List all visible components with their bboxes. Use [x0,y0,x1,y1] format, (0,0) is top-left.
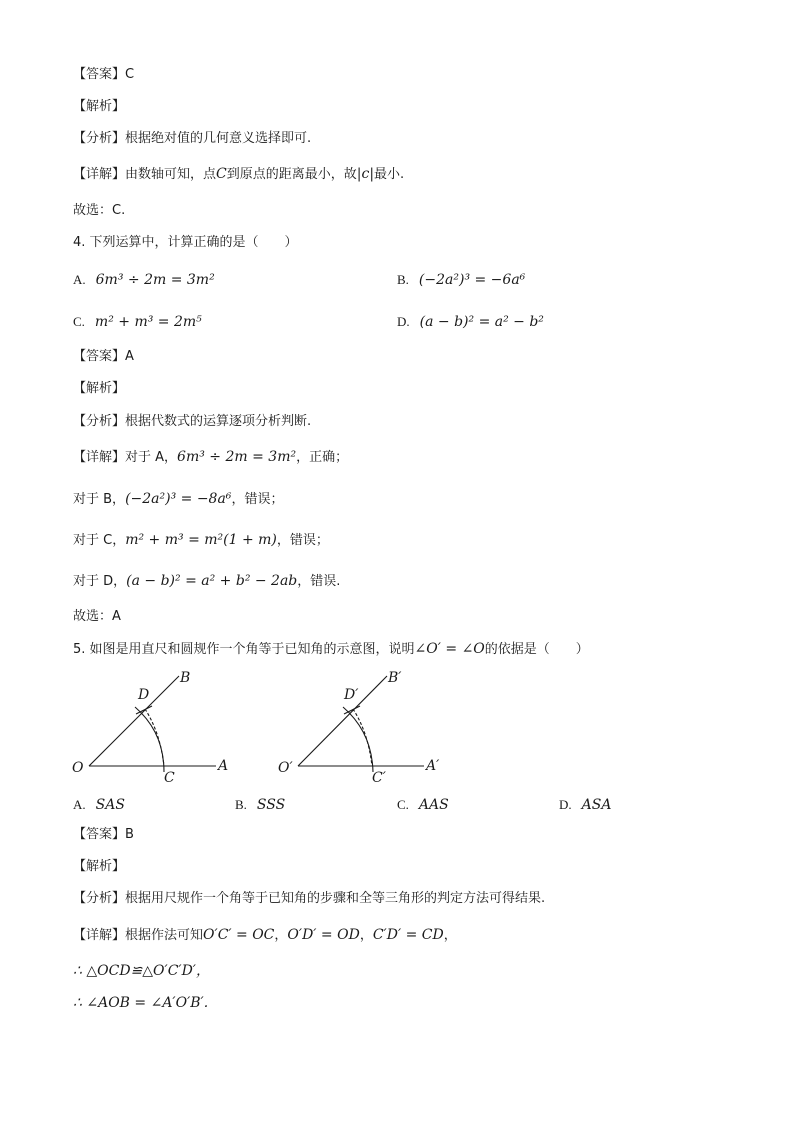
detail-expr: m² + m³ = m²(1 + m) [125,532,277,548]
q4-detail-line-3 [73,531,329,550]
option-expr: SAS [95,797,125,813]
detail-text: 由数轴可知，点 [125,167,217,182]
q4-fenxi-line [73,413,311,431]
option-letter: C. [73,314,85,329]
label-c: C [164,770,175,786]
detail-post: ，错误； [231,492,284,507]
q4-detail-line-1 [73,448,348,467]
option-letter: A. [73,272,86,287]
q5-answer-line [73,826,134,844]
option-letter: C. [397,797,409,812]
sep-2: ， [359,928,373,943]
q4-choose: 故选：A [73,609,121,624]
detail-pre: 对于 B， [73,492,126,507]
option-expr: AAS [418,797,449,813]
detail-text: 根据作法可知 [125,928,204,943]
detail-pre: 对于 D， [73,574,127,589]
detail-tag: 【详解】 [73,167,126,182]
detail-expr-1: O′C′ = OC [203,927,275,943]
option-expr: 6m³ ÷ 2m = 3m² [95,272,215,288]
angle-construction-figure [60,662,460,794]
fenxi-text: 根据用尺规作一个角等于已知角的步骤和全等三角形的判定方法可得结果. [125,891,546,906]
detail-expr: (−2a²)³ = −8a⁶ [125,491,232,507]
q5-fenxi-line [73,890,545,908]
label-o: O [72,760,84,776]
label-a-prime: A′ [426,758,440,774]
option-letter: D. [397,314,410,329]
q5-detail-line [73,926,457,945]
option-expr: (a − b)² = a² − b² [419,314,544,330]
q4-stem: 4. 下列运算中，计算正确的是（ ） [73,235,298,250]
answer-value: C [125,67,135,82]
q4-detail-line-2 [73,490,283,509]
label-a: A [218,758,229,774]
option-letter: B. [397,272,409,287]
option-expr: (−2a²)³ = −6a⁶ [418,272,526,288]
label-d: D [138,687,150,703]
chord-cd [145,709,164,766]
fenxi-text: 根据代数式的运算逐项分析判断. [125,414,312,429]
q4-option-c [73,313,202,332]
sep-1: ， [274,928,288,943]
ray-o1b1 [298,676,387,766]
stem-text: 5. 如图是用直尺和圆规作一个角等于已知角的示意图，说明 [73,642,415,657]
point-c: C [216,166,227,182]
abs-c: |c| [356,166,375,182]
detail-end: 最小. [374,167,405,182]
ray-ob [89,676,179,766]
answer-tag: 【答案】 [73,67,126,82]
option-expr: m² + m³ = 2m⁵ [94,314,202,330]
q5-option-d [559,796,611,815]
stem-text-2: 的依据是（ ） [484,642,589,657]
option-expr: ASA [581,797,612,813]
fenxi-text: 根据绝对值的几何意义选择即可. [125,131,312,146]
label-b: B [180,670,191,686]
detail-tag: 【详解】 [73,928,126,943]
detail-pre: 对于 A， [125,450,178,465]
detail-post: ，错误. [297,574,341,589]
answer-tag: 【答案】 [73,349,126,364]
q4-option-a [73,271,215,290]
detail-expr-3: C′D′ = CD [372,927,444,943]
q5-analysis-heading: 【解析】 [73,859,126,874]
option-letter: B. [235,797,247,812]
q5-option-b [235,796,285,815]
detail-text-2: 到原点的距离最小，故 [226,167,357,182]
q3-choose: 故选：C. [73,203,126,218]
answer-value: B [125,827,134,842]
figure-constructed-angle [298,676,424,772]
detail-post: ，正确； [296,450,349,465]
option-letter: A. [73,797,86,812]
fenxi-tag: 【分析】 [73,414,126,429]
q3-answer-line [73,66,134,84]
q3-detail-line [73,165,404,184]
detail-pre: 对于 C， [73,533,126,548]
q4-detail-line-4 [73,572,340,591]
arc-cd [135,707,164,772]
detail-tag: 【详解】 [73,450,126,465]
q4-option-b [397,271,525,290]
option-letter: D. [559,797,572,812]
q5-option-a [73,796,125,815]
stem-expr: ∠O′ = ∠O [414,641,485,657]
detail-expr: (a − b)² = a² + b² − 2ab [126,573,298,589]
q5-therefore-2: ∴ ∠AOB = ∠A′O′B′. [73,995,209,1011]
label-o-prime: O′ [278,760,293,776]
detail-expr: 6m³ ÷ 2m = 3m² [177,449,297,465]
detail-expr-2: O′D′ = OD [287,927,360,943]
label-d-prime: D′ [344,687,359,703]
arc-c1d1 [343,707,373,772]
q3-analysis-heading: 【解析】 [73,99,126,114]
q4-analysis-heading: 【解析】 [73,381,126,396]
chord-c1d1 [353,709,372,766]
fenxi-tag: 【分析】 [73,131,126,146]
q4-answer-line [73,348,134,366]
q5-option-c [397,796,449,815]
q4-option-d [397,313,544,332]
answer-value: A [125,349,134,364]
q3-fenxi-line [73,130,311,148]
sep-3: ， [443,928,457,943]
option-expr: SSS [256,797,286,813]
figure-original-angle [89,676,216,772]
detail-post: ，错误； [276,533,329,548]
answer-tag: 【答案】 [73,827,126,842]
fenxi-tag: 【分析】 [73,891,126,906]
q5-therefore-1: ∴ △OCD≌△O′C′D′， [73,963,210,979]
label-c-prime: C′ [372,770,386,786]
label-b-prime: B′ [388,670,402,686]
q5-stem [73,640,589,659]
